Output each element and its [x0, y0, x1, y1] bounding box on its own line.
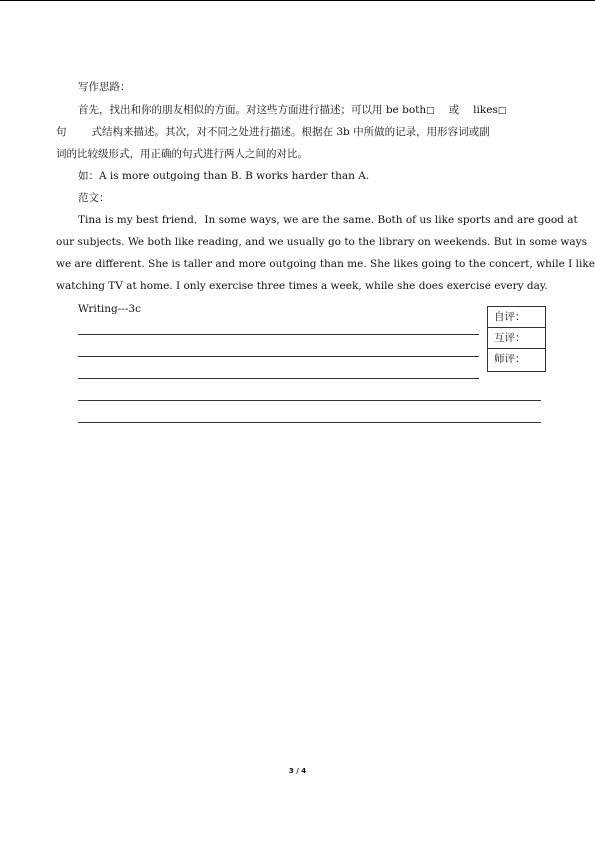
page-number: 3 / 4: [288, 767, 307, 775]
writing-line-4[interactable]: [78, 400, 541, 401]
guidance-line-3: 词的比较级形式，用正确的句式进行两人之间的对比。: [56, 148, 308, 160]
guidance-line-1: [78, 103, 506, 118]
guidance-line-2: [56, 125, 490, 139]
evaluation-table: [487, 306, 546, 372]
model-essay-line-4: watching TV at home. I only exercise three times a week, while she does exercise every day.: [56, 280, 548, 292]
top-border: [0, 0, 595, 1]
guidance-line-1-text: 首先，找出和你的朋友相似的方面。对这些方面进行描述；可以用 be both: [78, 104, 427, 116]
writing-line-1[interactable]: [78, 334, 479, 335]
writing-label: Writing---3c: [78, 303, 141, 315]
writing-line-5[interactable]: [78, 422, 541, 423]
writing-line-3[interactable]: [78, 378, 479, 379]
model-essay-line-1: Tina is my best friend．In some ways, we are the same. Both of us like sports and are good at: [78, 214, 578, 226]
checkbox-glyph-2: □: [497, 106, 507, 116]
writing-line-2[interactable]: [78, 356, 479, 357]
self-evaluation-cell[interactable]: 自评：: [488, 307, 545, 328]
model-essay-line-2: our subjects. We both like reading, and we usually go to the library on weekends. But in some ways: [56, 236, 587, 248]
example-line: 如：A is more outgoing than B. B works harder than A.: [78, 170, 370, 182]
model-essay-title: 范文：: [78, 192, 110, 204]
model-essay-line-3: we are different. She is taller and more outgoing than me. She likes going to the concert, while I like: [56, 258, 595, 270]
checkbox-glyph-1: □: [426, 106, 435, 116]
teacher-evaluation-cell[interactable]: 师评：: [494, 353, 526, 365]
guidance-or: 或: [448, 104, 460, 116]
guidance-ju: 句: [56, 126, 67, 138]
section-title-writing-approach: 写作思路：: [78, 81, 131, 93]
peer-evaluation-cell[interactable]: 互评：: [488, 328, 545, 349]
guidance-likes: likes: [473, 104, 498, 116]
guidance-line-2-text: 式结构来描述。其次，对不同之处进行描述。根据在 3b 中所做的记录，用形容词或副: [91, 126, 490, 138]
